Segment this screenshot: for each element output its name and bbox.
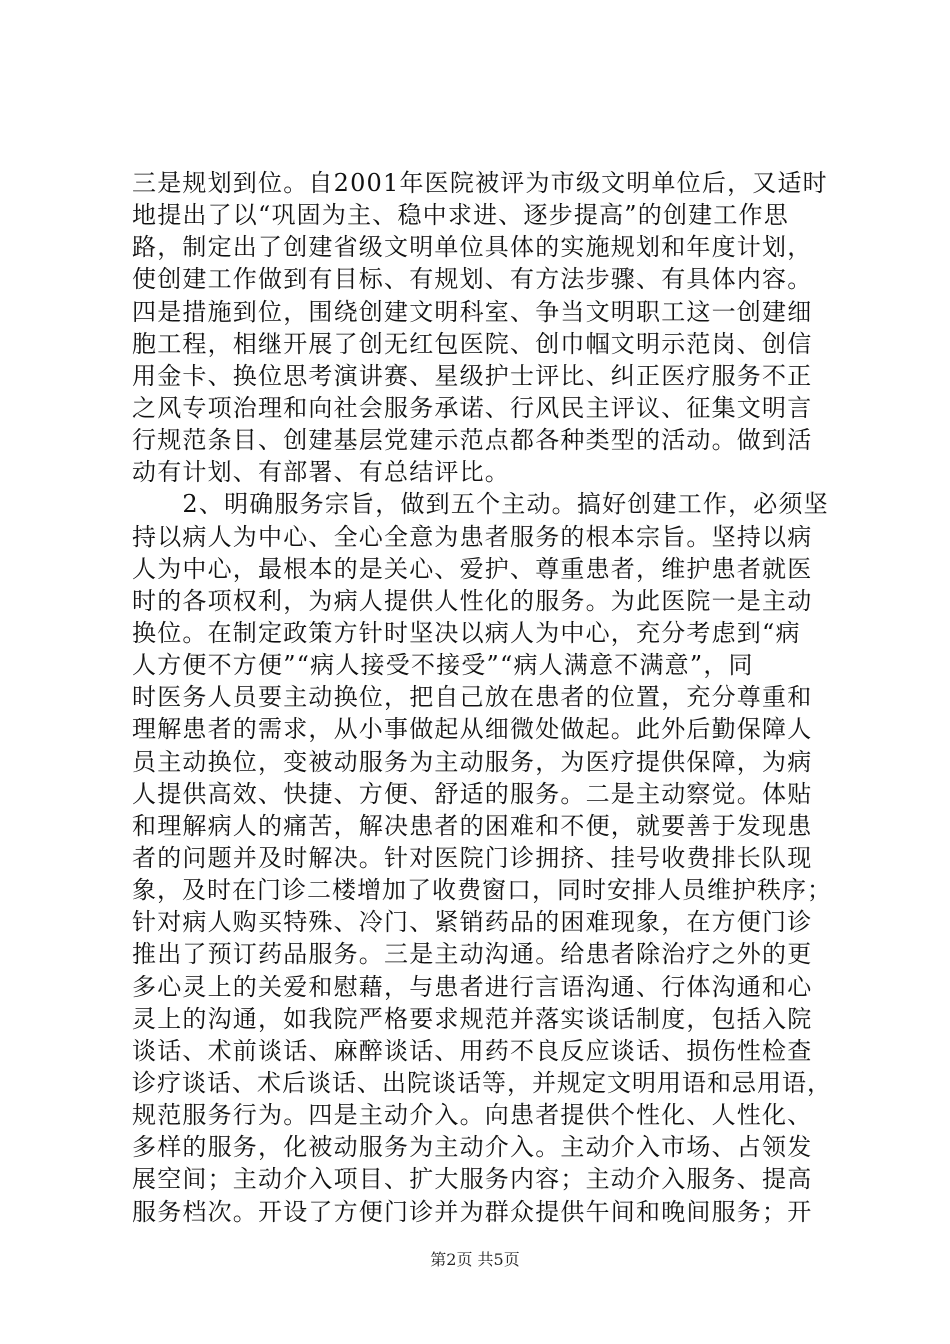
text-line: 路，制定出了创建省级文明单位具体的实施规划和年度计划， [132,233,813,262]
text-line: 四是措施到位，围绕创建文明科室、争当文明职工这一创建细 [132,297,813,326]
text-line: 象，及时在门诊二楼增加了收费窗口，同时安排人员维护秩序； [132,876,832,905]
text-line: 持以病人为中心、全心全意为患者服务的根本宗旨。坚持以病 [132,522,813,551]
text-line: 2、明确服务宗旨，做到五个主动。搞好创建工作，必须坚 [132,490,829,519]
text-line: 地提出了以“巩固为主、稳中求进、逐步提高”的创建工作思 [132,201,789,230]
text-line: 使创建工作做到有目标、有规划、有方法步骤、有具体内容。 [132,265,813,294]
text-line: 三是规划到位。自2001年医院被评为市级文明单位后，又适时 [132,169,828,197]
text-line: 规范服务行为。四是主动介入。向患者提供个性化、人性化、 [132,1101,813,1130]
page-footer: 第2页 共5页 [430,1250,520,1269]
body-text [132,167,832,1228]
text-line: 者的问题并及时解决。针对医院门诊拥挤、挂号收费排长队现 [132,843,813,872]
text-line: 换位。在制定政策方针时坚决以病人为中心，充分考虑到“病 [132,618,801,647]
text-line: 行规范条目、创建基层党建示范点都各种类型的活动。做到活 [132,426,813,455]
text-line: 之风专项治理和向社会服务承诺、行风民主评议、征集文明言 [132,393,813,422]
text-line: 动有计划、有部署、有总结评比。 [132,458,510,487]
text-line: 灵上的沟通，如我院严格要求规范并落实谈话制度，包括入院 [132,1004,813,1033]
text-line: 员主动换位，变被动服务为主动服务，为医疗提供保障，为病 [132,747,813,776]
text-line: 和理解病人的痛苦，解决患者的困难和不便，就要善于发现患 [132,811,813,840]
text-line: 针对病人购买特殊、冷门、紧销药品的困难现象，在方便门诊 [132,908,813,937]
text-line: 人为中心，最根本的是关心、爱护、尊重患者，维护患者就医 [132,554,813,583]
text-line: 展空间；主动介入项目、扩大服务内容；主动介入服务、提高 [132,1165,813,1194]
text-line: 时医务人员要主动换位，把自己放在患者的位置，充分尊重和 [132,683,813,712]
text-line: 多心灵上的关爱和慰藉，与患者进行言语沟通、行体沟通和心 [132,972,813,1001]
text-line: 多样的服务，化被动服务为主动介入。主动介入市场、占领发 [132,1133,813,1162]
text-line: 服务档次。开设了方便门诊并为群众提供午间和晚间服务；开 [132,1197,813,1226]
text-line: 诊疗谈话、术后谈话、出院谈话等，并规定文明用语和忌用语， [132,1068,832,1097]
text-line: 谈话、术前谈话、麻醉谈话、用药不良反应谈话、损伤性检查 [132,1036,813,1065]
text-line: 理解患者的需求，从小事做起从细微处做起。此外后勤保障人 [132,715,813,744]
text-line: 人方便不方便”“病人接受不接受”“病人满意不满意”，同 [132,651,754,680]
text-line: 推出了预订药品服务。三是主动沟通。给患者除治疗之外的更 [132,940,813,969]
text-line: 时的各项权利，为病人提供人性化的服务。为此医院一是主动 [132,586,813,615]
text-line: 胞工程，相继开展了创无红包医院、创巾帼文明示范岗、创信 [132,329,813,358]
text-line: 用金卡、换位思考演讲赛、星级护士评比、纠正医疗服务不正 [132,361,813,390]
text-line: 人提供高效、快捷、方便、舒适的服务。二是主动察觉。体贴 [132,779,813,808]
